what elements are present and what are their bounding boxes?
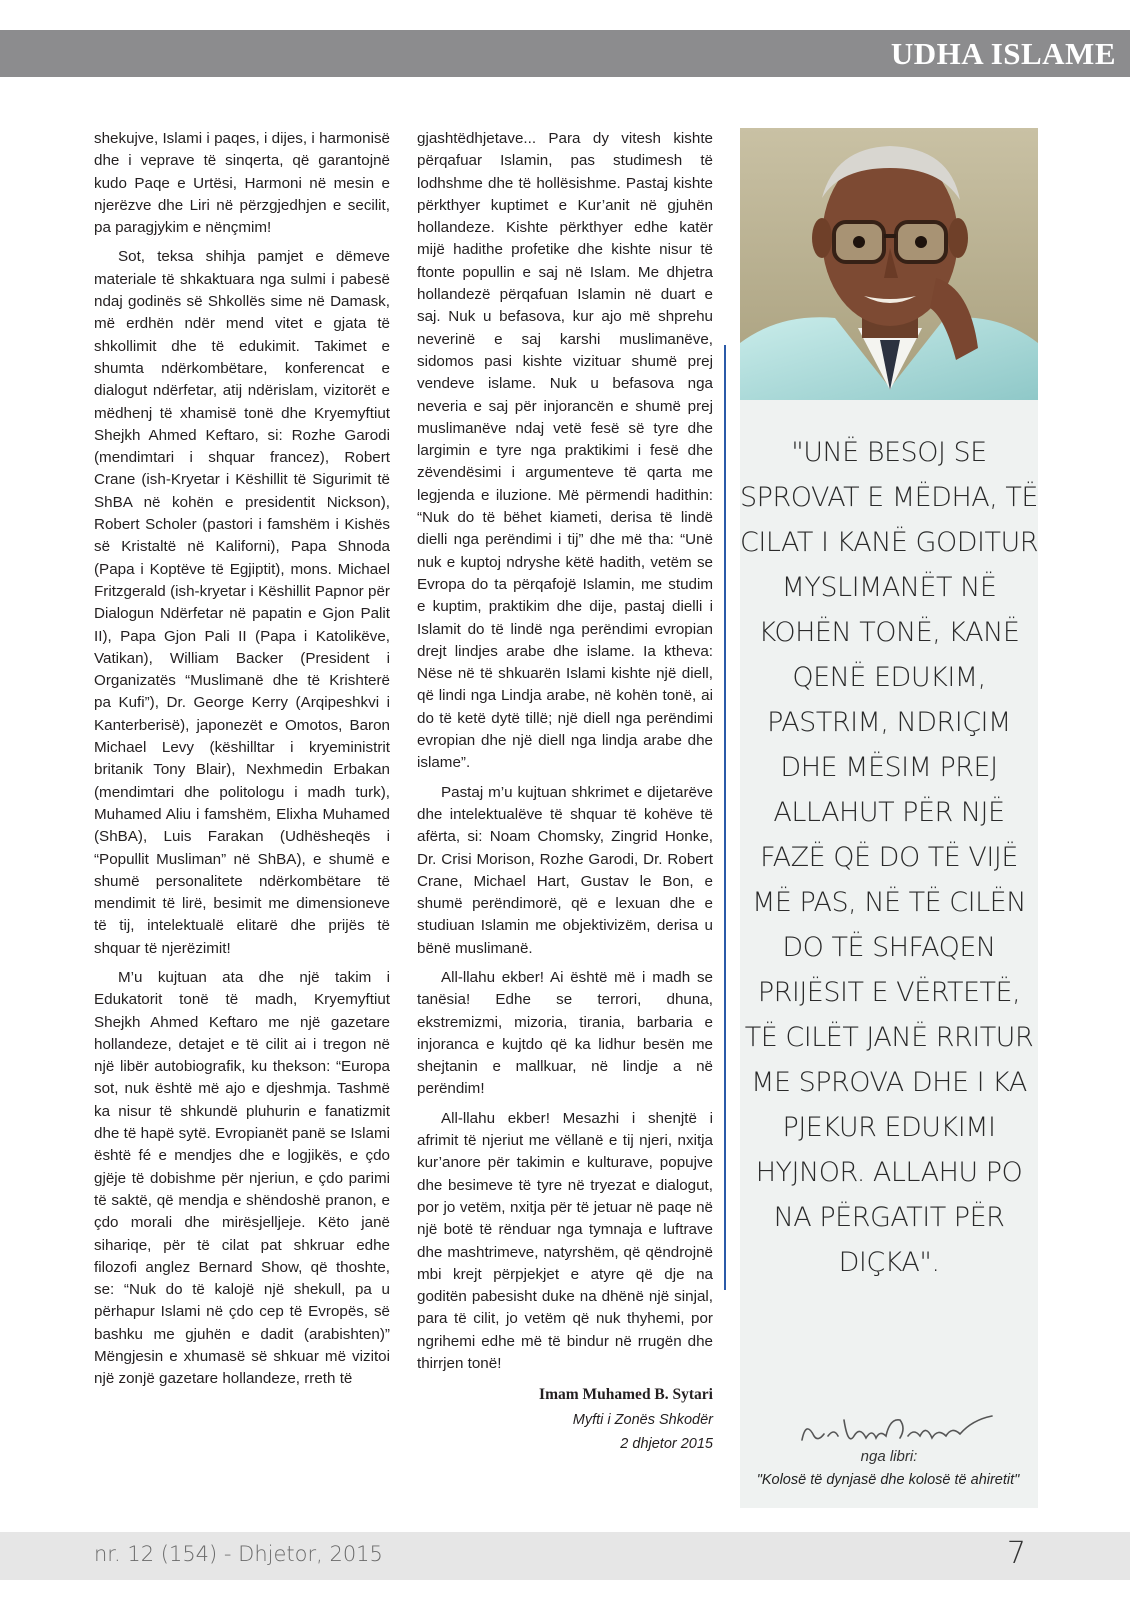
article-column-1 — [94, 128, 390, 1398]
portrait-illustration — [740, 128, 1038, 400]
paragraph: All-llahu ekber! Mesazhi i shenjtë i afrimit të njeriut me vëllanë e tij njeri, nxitja kur’anore për takimin e kulturave, popujve dhe besimeve të tyre në tryezat e dialogut, por jo vetëm, nxitja për të jetuar në paqe në një botë të rënduar nga tymnaja e luftrave dhe mashtrimeve, natyrshëm, që qëndrojnë mbi krejt përpjekjet e atyre që dje na goditën pabesisht duke na dhënë një sinjal, para të cilit, jo vetëm që nuk thyhemi, por ngrihemi edhe më të bindur në rrugën dhe thirrjen tonë! — [417, 1109, 713, 1373]
author-role: Myfti i Zonës Shkodër — [572, 1412, 713, 1429]
article-column-2 — [417, 128, 713, 1456]
paragraph: gjashtëdhjetave... Para dy vitesh kishte përqafuar Islamin, pas studimesh të lodhshme dhe të hollësishme. Pastaj kishte përkthyer kuptimet e Kur’anit në gjuhën hollandeze. Kishte përkthyer edhe katër mijë hadithe profetike dhe kishte nisur të ftonte popullin e saj në Islam. Me dhjetra hollandezë përqafuan Islamin në duart e saj. Nuk u befasova, kur ajo më shprehu neverinë e saj karshi muslimanëve, sidomos pasi kishte vizituar shumë prej vendeve islame. Nuk u befasova nga neveria e saj për injorancën e shumë prej muslimanëve ndaj vetë fesë së tyre dhe largimin e tyre nga praktikimi i fesë dhe zëvendësimi i argumenteve të qarta me legjenda e iluzione. Më përmendi hadithin: “Nuk do të bëhet kiameti, derisa të lindë dielli nga perëndimi i tij” dhe më tha: “Unë nuk e kuptoj ndryshe këtë hadith, vetëm se Evropa do ta përqafojë Islamin, me studim e kuptim, praktikim dhe dije, pastaj dielli i Islamit do të lindë nga perëndimi evropian drejt lindjes arabe dhe islame. Ia ktheva: Nëse në të shkuarën Islami kishte një diell, që lindi nga Lindja arabe, në kohën tonë, ai do të ketë dytë tillë; një diell nga perëndimi evropian dhe një diell nga lindja arabe dhe islame”. — [417, 130, 713, 772]
paragraph: All-llahu ekber! Ai është më i madh se tanësia! Edhe se terrori, dhuna, ekstremizmi, mizoria, tirania, barbaria e injoranca e kujtdo që ka lidhur besën me shejtanin e mallkuar, në lindje a në perëndim! — [417, 968, 713, 1098]
pull-quote: "UNË BESOJ SE SPROVAT E MËDHA, TË CILAT I KANË GODITUR MYSLIMANËT NË KOHËN TONË, KANË QENË EDUKIM, PASTRIM, NDRIÇIM DHE MËSIM PREJ ALLAHUT PËR NJË FAZË QË DO TË VIJË MË PAS, NË TË CILËN DO TË SHFAQEN PRIJËSIT E VËRTETË, TË CILËT JANË RRITUR ME SPROVA DHE I KA PJEKUR EDUKIMI HYJNOR. ALLAHU PO NA PËRGATIT PËR DIÇKA". — [740, 437, 1038, 1278]
paragraph: Pastaj m’u kujtuan shkrimet e dijetarëve dhe intelektualëve të shquar të kohëve të afërta, si: Noam Chomsky, Zingrid Honke, Dr. Crisi Morison, Rozhe Garodi, Dr. Robert Crane, Michael Hart, Gustav le Bon, e shumë perëndimorë, që e lexuan dhe e studiuan Islamin me objektivizëm, derisa u bënë muslimanë. — [417, 783, 713, 957]
column-divider — [724, 345, 726, 1290]
page-number: 7 — [1006, 1536, 1026, 1571]
header-bar — [0, 30, 1130, 77]
author-name: Imam Muhamed B. Sytari — [539, 1386, 713, 1404]
article-date: 2 dhjetor 2015 — [620, 1436, 713, 1453]
magazine-title: UDHA ISLAME — [890, 36, 1116, 71]
paragraph: Sot, teksa shihja pamjet e dëmeve materiale të shkaktuara nga sulmi i pabesë ndaj godinës së Shkollës sime në Damask, më erdhën ndër mend vitet e gjata të shkollimit dhe të edukimit. Takimet e shumta ndërkombëtare, konferencat e dialogut ndërfetar, atij ndërislam, vizitorët e mëdhenj të xhamisë tonë dhe Kryemyftiut Shejkh Ahmed Keftaro, si: Rozhe Garodi (mendimtari i shquar francez), Robert Crane (ish-Kryetar i Këshillit të Sigurimit të ShBA në kohën e presidentit Nickson), Robert Scholer (pastori i famshëm i Kishës së Kristaltë në Kaliforni), Papa Shnoda (Papa i Koptëve të Egjiptit), mons. Michael Fritzgerald (ish-kryetar i Këshillit Papnor për Dialogun Ndërfetar në papatin e Gjon Palit II), Papa Gjon Pali II (Papa i Katolikëve, Vatikan), William Backer (President i Organizatës “Muslimanë dhe të Krishterë pa Kufi”), Dr. George Kerry (Arqipeshkvi i Kanterberisë), japonezët e Omotos, Baron Michael Levy (këshilltar i kryeministrit britanik Tony Blair), Nexhmedin Erbakan (mendimtari dhe politologu i madh turk), Muhamed Aliu i famshëm, Elixha Muhamed (ShBA), Luis Farakan (Udhëshеqës i “Popullit Musliman” në ShBA), e shumë e shumë personalitete ndërkombëtare të mendimit të lirë, besimit me dimensioneve të tij, intelektualë elitarë dhe prijës të shquar të njerëzimit! — [94, 248, 390, 957]
quote-sidebar — [740, 128, 1038, 1508]
footer-bar — [0, 1532, 1130, 1580]
source-label: nga libri: — [860, 1448, 918, 1465]
issue-info: nr. 12 (154) - Dhjetor, 2015 — [94, 1542, 383, 1566]
article-signature — [417, 1382, 713, 1456]
paragraph: M’u kujtuan ata dhe një takim i Edukatorit tonë të madh, Kryemyftiut Shejkh Ahmed Keftaro me një gazetare hollandeze, detajet e të cilit ai i tregon në një libër autobiografik, ku thekson: “Europa sot, nuk është më ajo e djeshmja. Tashmë ka nisur të shkundë pluhurin e fanatizmit dhe të hapë sytë. Evropianët panë se Islami është fé e mendjes dhe e logjikës, e çdo gjëje të dobishme për njeriun, e çdo parimi të saktë, që mendja e shëndoshë pranon, e çdo morali dhe mirësjelljeje. Këto janë sihariqe, për të cilat pat shkruar edhe filozofi anglez Bernard Show, që thoshte, se: “Nuk do të kalojë një shekull, pa u përhapur Islami në çdo cep të Evropës, së bashku me gjuhën e dadit (arabishten)” Mëngjesin e xhumasë së shkuar më vizitoi një zonjë gazetare hollandeze, rreth të — [94, 968, 390, 1388]
author-portrait — [740, 128, 1038, 400]
source-title: "Kolosë të dynjasë dhe kolosë të ahiretit" — [756, 1472, 1020, 1488]
paragraph: shekujve, Islami i paqes, i dijes, i harmonisë dhe i veprave të sinqerta, që garantojnë kudo Paqe e Urtësi, Harmoni në mesin e njerëzve dhe Liri në përzgjedhjen e secilit, pa paragjykim e nënçmim! — [94, 130, 390, 237]
